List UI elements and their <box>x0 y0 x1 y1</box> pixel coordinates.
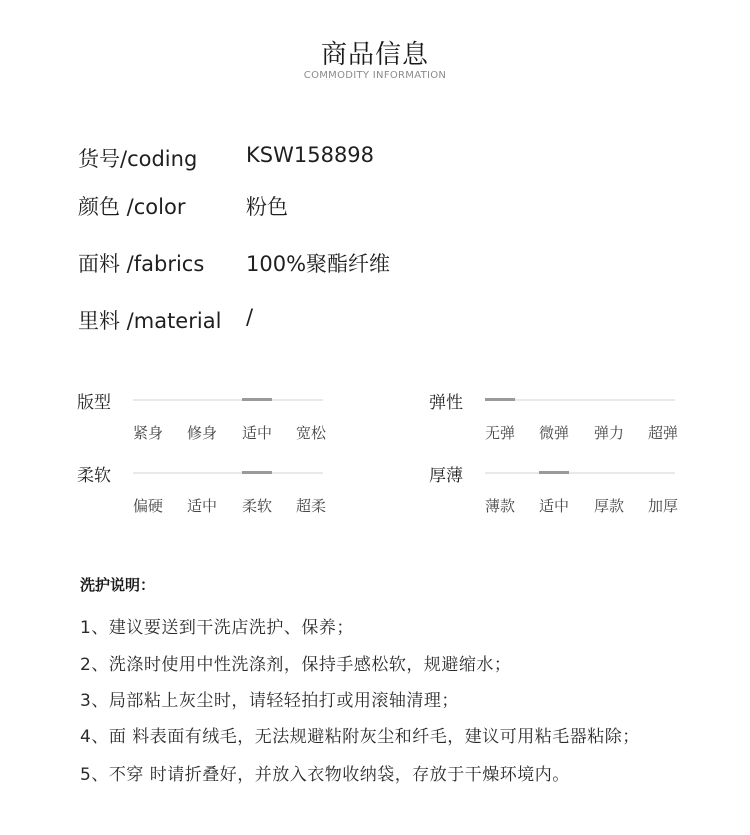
scale-option: 无弹 <box>485 424 516 442</box>
scale-label: 柔软 <box>77 466 111 486</box>
scale-option: 紧身 <box>133 424 164 442</box>
care-title: 洗护说明： <box>80 576 156 594</box>
scale-option: 宽松 <box>296 424 327 442</box>
scale-label: 弹性 <box>429 393 463 413</box>
scale-option: 适中 <box>187 497 218 515</box>
scale-option: 薄款 <box>485 497 516 515</box>
info-value: / <box>246 305 254 329</box>
scale-label: 版型 <box>77 393 111 413</box>
scale-marker <box>242 398 272 401</box>
scale-option: 微弹 <box>539 424 570 442</box>
care-item: 5、不穿 时请折叠好，并放入衣物收纳袋，存放于干燥环境内。 <box>80 765 570 785</box>
scale-option: 修身 <box>187 424 218 442</box>
info-label: 颜色 /color <box>78 195 186 219</box>
page-subtitle: COMMODITY INFORMATION <box>303 70 447 81</box>
scale-option: 超柔 <box>296 497 327 515</box>
scale-track <box>133 399 323 401</box>
info-label: 面料 /fabrics <box>78 252 205 276</box>
scale-option: 柔软 <box>242 497 273 515</box>
page-title: 商品信息 <box>320 40 429 70</box>
scale-option: 厚款 <box>594 497 625 515</box>
scale-track <box>485 472 675 474</box>
scale-marker <box>485 398 515 401</box>
scale-option: 偏硬 <box>133 497 164 515</box>
scale-marker <box>242 471 272 474</box>
scale-option: 加厚 <box>648 497 679 515</box>
info-value: KSW158898 <box>246 143 375 167</box>
care-item: 3、局部粘上灰尘时，请轻轻拍打或用滚轴清理； <box>80 691 459 711</box>
info-value: 100%聚酯纤维 <box>246 252 391 276</box>
scale-option: 适中 <box>242 424 273 442</box>
scale-track <box>133 472 323 474</box>
scale-label: 厚薄 <box>429 466 463 486</box>
care-item: 4、面 料表面有绒毛，无法规避粘附灰尘和纤毛，建议可用粘毛器粘除； <box>80 727 640 747</box>
care-item: 2、洗涤时使用中性洗涤剂，保持手感松软，规避缩水； <box>80 655 512 675</box>
info-value: 粉色 <box>246 195 288 219</box>
scale-option: 超弹 <box>648 424 679 442</box>
care-item: 1、建议要送到干洗店洗护、保养； <box>80 618 354 638</box>
info-label: 货号/coding <box>78 147 198 171</box>
scale-option: 适中 <box>539 497 570 515</box>
info-label: 里料 /material <box>78 309 222 333</box>
scale-option: 弹力 <box>594 424 625 442</box>
scale-marker <box>539 471 569 474</box>
